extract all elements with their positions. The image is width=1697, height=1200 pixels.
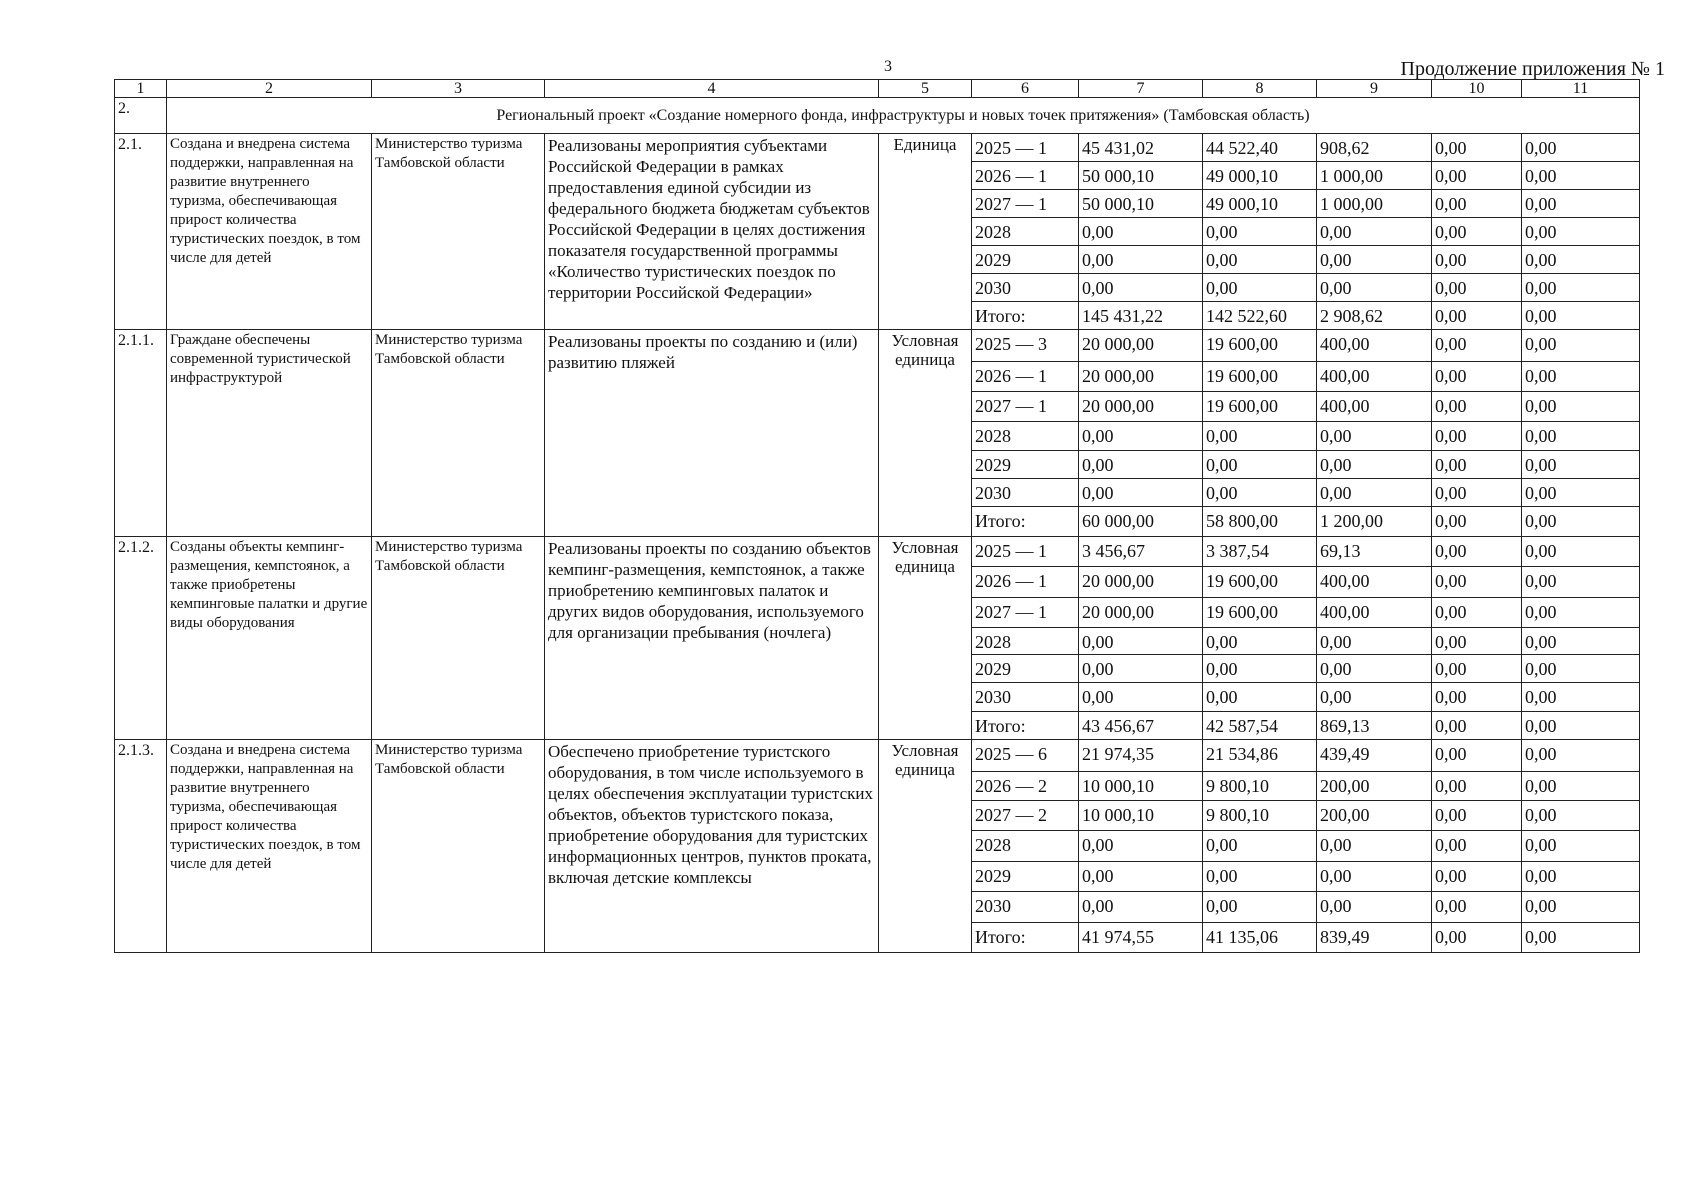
result-text: Созданы объекты кемпинг-размещения, кемпстоянок, а также приобретены кемпинговые палатки и другие виды оборудования (167, 537, 372, 740)
amount-col10: 0,00 (1432, 862, 1522, 892)
table-row (115, 537, 1640, 567)
amount-col10: 0,00 (1432, 567, 1522, 598)
amount-col10: 0,00 (1432, 923, 1522, 953)
amount-regional: 1 000,00 (1317, 162, 1432, 190)
amount-federal: 19 600,00 (1203, 567, 1317, 598)
amount-regional: 0,00 (1317, 862, 1432, 892)
amount-total: 10 000,10 (1079, 801, 1203, 831)
amount-col11: 0,00 (1522, 330, 1640, 362)
result-text: Создана и внедрена система поддержки, направленная на развитие внутреннего туризма, обеспечивающая прирост количества туристических поездок, в том числе для детей (167, 134, 372, 330)
amount-col11: 0,00 (1522, 479, 1640, 507)
year-cell: 2026 — 1 (972, 362, 1079, 392)
amount-total: 0,00 (1079, 862, 1203, 892)
year-cell: 2025 — 1 (972, 134, 1079, 162)
amount-regional: 0,00 (1317, 451, 1432, 479)
amount-col11: 0,00 (1522, 362, 1640, 392)
amount-col11: 0,00 (1522, 537, 1640, 567)
amount-col10: 0,00 (1432, 598, 1522, 628)
amount-col11: 0,00 (1522, 831, 1640, 862)
amount-col11: 0,00 (1522, 451, 1640, 479)
year-cell: 2026 — 1 (972, 162, 1079, 190)
year-cell: 2029 (972, 246, 1079, 274)
year-cell: 2030 (972, 892, 1079, 923)
amount-federal: 42 587,54 (1203, 712, 1317, 740)
amount-regional: 400,00 (1317, 567, 1432, 598)
amount-col11: 0,00 (1522, 507, 1640, 537)
amount-regional: 0,00 (1317, 892, 1432, 923)
description-text: Реализованы проекты по созданию объектов кемпинг-размещения, кемпстоянок, а также приобретению кемпинговых палаток и других видов оборудования, используемого для организации пребывания (ночлега) (545, 537, 879, 740)
amount-col11: 0,00 (1522, 801, 1640, 831)
amount-col10: 0,00 (1432, 740, 1522, 772)
amount-col10: 0,00 (1432, 190, 1522, 218)
year-cell: 2025 — 1 (972, 537, 1079, 567)
executor-text: Министерство туризма Тамбовской области (372, 537, 545, 740)
amount-col11: 0,00 (1522, 218, 1640, 246)
amount-total: 20 000,00 (1079, 598, 1203, 628)
unit-text: Условная единица (879, 537, 972, 740)
amount-col10: 0,00 (1432, 274, 1522, 302)
table-row (115, 740, 1640, 772)
year-cell: 2029 (972, 655, 1079, 683)
executor-text: Министерство туризма Тамбовской области (372, 740, 545, 953)
unit-text: Единица (879, 134, 972, 330)
column-number-row (115, 80, 1640, 98)
column-header: 5 (879, 80, 972, 98)
amount-federal: 0,00 (1203, 422, 1317, 451)
amount-col11: 0,00 (1522, 134, 1640, 162)
amount-regional: 0,00 (1317, 628, 1432, 655)
amount-federal: 0,00 (1203, 862, 1317, 892)
table-body (115, 80, 1640, 953)
year-cell: 2026 — 1 (972, 567, 1079, 598)
year-cell: 2028 (972, 831, 1079, 862)
page-number: 3 (884, 58, 892, 75)
year-cell: 2025 — 6 (972, 740, 1079, 772)
description-text: Реализованы проекты по созданию и (или) развитию пляжей (545, 330, 879, 537)
amount-total: 60 000,00 (1079, 507, 1203, 537)
amount-regional: 0,00 (1317, 218, 1432, 246)
amount-col10: 0,00 (1432, 892, 1522, 923)
amount-col11: 0,00 (1522, 274, 1640, 302)
amount-regional: 439,49 (1317, 740, 1432, 772)
amount-regional: 200,00 (1317, 772, 1432, 801)
column-header: 2 (167, 80, 372, 98)
amount-col10: 0,00 (1432, 712, 1522, 740)
amount-regional: 400,00 (1317, 362, 1432, 392)
amount-regional: 0,00 (1317, 479, 1432, 507)
amount-federal: 0,00 (1203, 274, 1317, 302)
year-cell: 2026 — 2 (972, 772, 1079, 801)
amount-col11: 0,00 (1522, 862, 1640, 892)
amount-total: 20 000,00 (1079, 362, 1203, 392)
year-cell: 2029 (972, 862, 1079, 892)
column-header: 6 (972, 80, 1079, 98)
amount-total: 10 000,10 (1079, 772, 1203, 801)
amount-federal: 3 387,54 (1203, 537, 1317, 567)
amount-total: 0,00 (1079, 422, 1203, 451)
amount-col11: 0,00 (1522, 246, 1640, 274)
column-header: 9 (1317, 80, 1432, 98)
amount-regional: 1 000,00 (1317, 190, 1432, 218)
year-cell: Итого: (972, 302, 1079, 330)
item-code: 2.1.2. (115, 537, 167, 740)
amount-col10: 0,00 (1432, 683, 1522, 712)
amount-federal: 0,00 (1203, 683, 1317, 712)
executor-text: Министерство туризма Тамбовской области (372, 330, 545, 537)
amount-col11: 0,00 (1522, 598, 1640, 628)
amount-federal: 0,00 (1203, 655, 1317, 683)
amount-federal: 21 534,86 (1203, 740, 1317, 772)
year-cell: 2028 (972, 628, 1079, 655)
amount-col10: 0,00 (1432, 362, 1522, 392)
amount-regional: 0,00 (1317, 422, 1432, 451)
result-text: Создана и внедрена система поддержки, направленная на развитие внутреннего туризма, обеспечивающая прирост количества туристических поездок, в том числе для детей (167, 740, 372, 953)
amount-total: 43 456,67 (1079, 712, 1203, 740)
year-cell: Итого: (972, 712, 1079, 740)
amount-total: 45 431,02 (1079, 134, 1203, 162)
amount-federal: 19 600,00 (1203, 362, 1317, 392)
year-cell: 2030 (972, 274, 1079, 302)
description-text: Обеспечено приобретение туристского оборудования, в том числе используемого в целях обеспечения эксплуатации туристских объектов, объектов туристского показа, приобретение оборудования для туристских информационных центров, пунктов проката, включая детские комплексы (545, 740, 879, 953)
amount-total: 0,00 (1079, 479, 1203, 507)
column-header: 4 (545, 80, 879, 98)
amount-col11: 0,00 (1522, 162, 1640, 190)
column-header: 3 (372, 80, 545, 98)
amount-federal: 0,00 (1203, 218, 1317, 246)
amount-col11: 0,00 (1522, 892, 1640, 923)
amount-federal: 19 600,00 (1203, 598, 1317, 628)
amount-total: 0,00 (1079, 451, 1203, 479)
amount-col10: 0,00 (1432, 507, 1522, 537)
amount-total: 0,00 (1079, 274, 1203, 302)
amount-total: 50 000,10 (1079, 190, 1203, 218)
amount-federal: 49 000,10 (1203, 162, 1317, 190)
column-header: 8 (1203, 80, 1317, 98)
amount-col10: 0,00 (1432, 801, 1522, 831)
amount-total: 0,00 (1079, 246, 1203, 274)
amount-col10: 0,00 (1432, 422, 1522, 451)
amount-total: 41 974,55 (1079, 923, 1203, 953)
amount-federal: 41 135,06 (1203, 923, 1317, 953)
amount-federal: 0,00 (1203, 451, 1317, 479)
amount-col10: 0,00 (1432, 302, 1522, 330)
amount-federal: 0,00 (1203, 246, 1317, 274)
amount-col11: 0,00 (1522, 712, 1640, 740)
amount-total: 145 431,22 (1079, 302, 1203, 330)
amount-total: 20 000,00 (1079, 567, 1203, 598)
amount-regional: 400,00 (1317, 392, 1432, 422)
amount-regional: 1 200,00 (1317, 507, 1432, 537)
amount-col11: 0,00 (1522, 772, 1640, 801)
amount-col11: 0,00 (1522, 392, 1640, 422)
amount-col11: 0,00 (1522, 683, 1640, 712)
year-cell: Итого: (972, 923, 1079, 953)
amount-federal: 0,00 (1203, 628, 1317, 655)
amount-federal: 44 522,40 (1203, 134, 1317, 162)
amount-col10: 0,00 (1432, 246, 1522, 274)
amount-total: 0,00 (1079, 892, 1203, 923)
amount-col11: 0,00 (1522, 567, 1640, 598)
amount-federal: 9 800,10 (1203, 772, 1317, 801)
amount-col10: 0,00 (1432, 655, 1522, 683)
amount-total: 0,00 (1079, 628, 1203, 655)
amount-col11: 0,00 (1522, 422, 1640, 451)
amount-col10: 0,00 (1432, 537, 1522, 567)
amount-total: 3 456,67 (1079, 537, 1203, 567)
description-text: Реализованы мероприятия субъектами Российской Федерации в рамках предоставления единой субсидии из федерального бюджета бюджетам субъектов Российской Федерации в целях достижения показателя государственной программы «Количество туристических поездок по территории Российской Федерации» (545, 134, 879, 330)
amount-col10: 0,00 (1432, 162, 1522, 190)
amount-col11: 0,00 (1522, 628, 1640, 655)
amount-federal: 49 000,10 (1203, 190, 1317, 218)
financing-table (114, 79, 1640, 953)
table-row (115, 134, 1640, 162)
column-header: 1 (115, 80, 167, 98)
year-cell: 2030 (972, 683, 1079, 712)
amount-federal: 19 600,00 (1203, 330, 1317, 362)
amount-regional: 200,00 (1317, 801, 1432, 831)
year-cell: 2027 — 2 (972, 801, 1079, 831)
amount-federal: 58 800,00 (1203, 507, 1317, 537)
amount-col11: 0,00 (1522, 302, 1640, 330)
year-cell: 2028 (972, 422, 1079, 451)
item-code: 2.1.3. (115, 740, 167, 953)
amount-col10: 0,00 (1432, 628, 1522, 655)
amount-regional: 0,00 (1317, 683, 1432, 712)
amount-col10: 0,00 (1432, 772, 1522, 801)
amount-col11: 0,00 (1522, 923, 1640, 953)
amount-federal: 142 522,60 (1203, 302, 1317, 330)
item-code: 2.1.1. (115, 330, 167, 537)
amount-regional: 400,00 (1317, 598, 1432, 628)
executor-text: Министерство туризма Тамбовской области (372, 134, 545, 330)
amount-total: 0,00 (1079, 831, 1203, 862)
amount-regional: 908,62 (1317, 134, 1432, 162)
amount-total: 50 000,10 (1079, 162, 1203, 190)
amount-col11: 0,00 (1522, 740, 1640, 772)
column-header: 10 (1432, 80, 1522, 98)
section-row (115, 98, 1640, 134)
amount-total: 0,00 (1079, 218, 1203, 246)
amount-regional: 839,49 (1317, 923, 1432, 953)
unit-text: Условная единица (879, 330, 972, 537)
table-row (115, 330, 1640, 362)
year-cell: 2029 (972, 451, 1079, 479)
year-cell: 2025 — 3 (972, 330, 1079, 362)
amount-regional: 0,00 (1317, 655, 1432, 683)
unit-text: Условная единица (879, 740, 972, 953)
year-cell: 2028 (972, 218, 1079, 246)
year-cell: 2027 — 1 (972, 392, 1079, 422)
year-cell: 2027 — 1 (972, 598, 1079, 628)
continuation-label: Продолжение приложения № 1 (1400, 58, 1665, 80)
amount-total: 0,00 (1079, 655, 1203, 683)
amount-federal: 0,00 (1203, 892, 1317, 923)
amount-col11: 0,00 (1522, 655, 1640, 683)
amount-total: 21 974,35 (1079, 740, 1203, 772)
amount-col10: 0,00 (1432, 134, 1522, 162)
amount-regional: 0,00 (1317, 246, 1432, 274)
section-code: 2. (115, 98, 167, 134)
amount-col10: 0,00 (1432, 330, 1522, 362)
amount-col10: 0,00 (1432, 451, 1522, 479)
amount-total: 20 000,00 (1079, 392, 1203, 422)
amount-col10: 0,00 (1432, 392, 1522, 422)
year-cell: 2027 — 1 (972, 190, 1079, 218)
item-code: 2.1. (115, 134, 167, 330)
amount-regional: 869,13 (1317, 712, 1432, 740)
amount-col10: 0,00 (1432, 479, 1522, 507)
amount-federal: 19 600,00 (1203, 392, 1317, 422)
year-cell: 2030 (972, 479, 1079, 507)
amount-regional: 2 908,62 (1317, 302, 1432, 330)
column-header: 11 (1522, 80, 1640, 98)
amount-federal: 0,00 (1203, 479, 1317, 507)
amount-regional: 69,13 (1317, 537, 1432, 567)
section-title: Региональный проект «Создание номерного фонда, инфраструктуры и новых точек притяжения» (Тамбовская область) (167, 98, 1640, 134)
column-header: 7 (1079, 80, 1203, 98)
amount-col10: 0,00 (1432, 831, 1522, 862)
amount-col11: 0,00 (1522, 190, 1640, 218)
amount-regional: 0,00 (1317, 274, 1432, 302)
amount-regional: 0,00 (1317, 831, 1432, 862)
result-text: Граждане обеспечены современной туристической инфраструктурой (167, 330, 372, 537)
amount-federal: 0,00 (1203, 831, 1317, 862)
amount-total: 0,00 (1079, 683, 1203, 712)
amount-total: 20 000,00 (1079, 330, 1203, 362)
amount-federal: 9 800,10 (1203, 801, 1317, 831)
amount-col10: 0,00 (1432, 218, 1522, 246)
amount-regional: 400,00 (1317, 330, 1432, 362)
year-cell: Итого: (972, 507, 1079, 537)
